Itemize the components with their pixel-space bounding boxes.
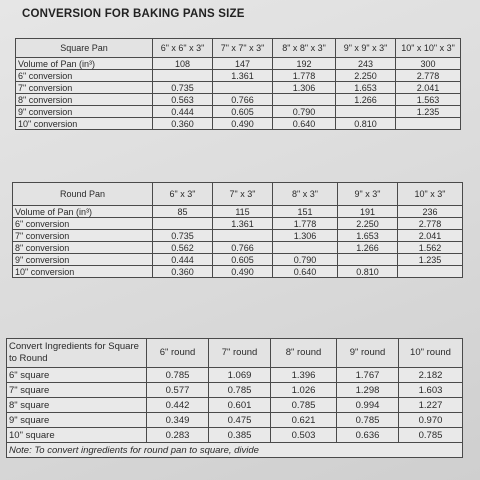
table-row xyxy=(16,106,461,118)
table-cell: 0.442 xyxy=(147,398,209,413)
table-row xyxy=(7,368,463,383)
table-cell: 1.562 xyxy=(398,242,463,254)
header-cell: 9" round xyxy=(337,339,399,368)
table-row xyxy=(13,230,463,242)
table-cell: 1.361 xyxy=(213,70,273,82)
table-cell: 0.735 xyxy=(153,82,213,94)
table-cell: 0.785 xyxy=(209,383,271,398)
table-cell: 2.778 xyxy=(396,70,461,82)
row-label: 10" conversion xyxy=(13,266,153,278)
table-cell: 2.182 xyxy=(399,368,463,383)
row-label: 10" square xyxy=(7,428,147,443)
table-cell: 1.235 xyxy=(396,106,461,118)
header-cell: 6" x 3" xyxy=(153,183,213,206)
table-header xyxy=(7,339,463,368)
row-label: 9" conversion xyxy=(16,106,153,118)
table-row xyxy=(16,58,461,70)
table-cell: 0.621 xyxy=(271,413,337,428)
table-cell: 85 xyxy=(153,206,213,218)
table-cell: 0.360 xyxy=(153,118,213,130)
table-row xyxy=(16,94,461,106)
header-cell: 9" x 9" x 3" xyxy=(336,39,396,58)
table-cell: 192 xyxy=(273,58,336,70)
table-row xyxy=(16,118,461,130)
table-note: Note: To convert ingredients for round pan to square, divide xyxy=(7,443,463,458)
header-cell: 10" x 10" x 3" xyxy=(396,39,461,58)
table-row xyxy=(13,242,463,254)
table-cell: 0.563 xyxy=(153,94,213,106)
table-cell: 0.503 xyxy=(271,428,337,443)
table-row xyxy=(13,218,463,230)
table-cell: 0.785 xyxy=(271,398,337,413)
table-cell: 0.444 xyxy=(153,106,213,118)
header-cell: Convert Ingredients for Square to Round xyxy=(7,339,147,368)
row-label: 10" conversion xyxy=(16,118,153,130)
row-label: 9" square xyxy=(7,413,147,428)
table-cell: 0.601 xyxy=(209,398,271,413)
table-row xyxy=(7,383,463,398)
table-header xyxy=(13,183,463,206)
table-cell: 0.735 xyxy=(153,230,213,242)
table-cell: 0.790 xyxy=(273,254,338,266)
table-cell xyxy=(213,82,273,94)
table-cell: 0.994 xyxy=(337,398,399,413)
row-label: Volume of Pan (in³) xyxy=(13,206,153,218)
table-cell: 0.385 xyxy=(209,428,271,443)
row-label: 9" conversion xyxy=(13,254,153,266)
table-cell: 0.810 xyxy=(338,266,398,278)
row-label: 7" conversion xyxy=(13,230,153,242)
table-cell: 1.396 xyxy=(271,368,337,383)
table-cell: 0.766 xyxy=(213,242,273,254)
table-cell: 2.250 xyxy=(336,70,396,82)
row-label: 6" conversion xyxy=(13,218,153,230)
table-cell: 1.306 xyxy=(273,82,336,94)
table-cell xyxy=(153,218,213,230)
table-cell: 0.605 xyxy=(213,106,273,118)
table-cell: 300 xyxy=(396,58,461,70)
round-pan-table xyxy=(12,182,463,278)
table-header-row xyxy=(16,39,461,58)
table-cell: 0.562 xyxy=(153,242,213,254)
header-cell: 6" x 6" x 3" xyxy=(153,39,213,58)
table-cell: 1.266 xyxy=(338,242,398,254)
table-cell: 1.778 xyxy=(273,218,338,230)
table-header-row xyxy=(13,183,463,206)
table-cell: 1.306 xyxy=(273,230,338,242)
table-cell: 0.640 xyxy=(273,266,338,278)
table-cell: 0.475 xyxy=(209,413,271,428)
table-cell: 147 xyxy=(213,58,273,70)
row-label: 6" conversion xyxy=(16,70,153,82)
row-label: Volume of Pan (in³) xyxy=(16,58,153,70)
table-note-row xyxy=(7,443,463,458)
row-label: 7" conversion xyxy=(16,82,153,94)
table-cell: 1.361 xyxy=(213,218,273,230)
header-cell: 7" round xyxy=(209,339,271,368)
table-cell xyxy=(398,266,463,278)
table-cell: 1.266 xyxy=(336,94,396,106)
row-label: 8" conversion xyxy=(16,94,153,106)
table-row xyxy=(13,266,463,278)
table-cell: 0.283 xyxy=(147,428,209,443)
table-cell: 243 xyxy=(336,58,396,70)
table-cell: 1.069 xyxy=(209,368,271,383)
table-row xyxy=(7,398,463,413)
table-cell: 1.653 xyxy=(336,82,396,94)
table-cell: 0.605 xyxy=(213,254,273,266)
header-cell: Square Pan xyxy=(16,39,153,58)
table-cell: 108 xyxy=(153,58,213,70)
table-cell: 0.360 xyxy=(153,266,213,278)
table-cell: 0.785 xyxy=(147,368,209,383)
table-header-row xyxy=(7,339,463,368)
table-cell: 1.767 xyxy=(337,368,399,383)
table-cell: 0.790 xyxy=(273,106,336,118)
table-cell: 236 xyxy=(398,206,463,218)
header-cell: 7" x 3" xyxy=(213,183,273,206)
table-cell: 2.041 xyxy=(398,230,463,242)
table-cell: 1.603 xyxy=(399,383,463,398)
row-label: 6" square xyxy=(7,368,147,383)
row-label: 8" conversion xyxy=(13,242,153,254)
table-cell: 0.810 xyxy=(336,118,396,130)
table-cell: 0.490 xyxy=(213,266,273,278)
header-cell: 9" x 3" xyxy=(338,183,398,206)
header-cell: 8" x 8" x 3" xyxy=(273,39,336,58)
table-cell xyxy=(338,254,398,266)
table-cell: 1.778 xyxy=(273,70,336,82)
table-cell: 0.640 xyxy=(273,118,336,130)
page-title: CONVERSION FOR BAKING PANS SIZE xyxy=(22,8,245,20)
table-cell: 0.970 xyxy=(399,413,463,428)
ingredient-conversion-table xyxy=(6,338,463,458)
table-cell xyxy=(396,118,461,130)
table-cell: 0.577 xyxy=(147,383,209,398)
table-cell: 0.785 xyxy=(399,428,463,443)
table-cell xyxy=(153,70,213,82)
table-cell: 151 xyxy=(273,206,338,218)
table-cell: 1.563 xyxy=(396,94,461,106)
table-cell xyxy=(213,230,273,242)
table-cell: 1.227 xyxy=(399,398,463,413)
table-cell: 1.235 xyxy=(398,254,463,266)
table-cell: 0.349 xyxy=(147,413,209,428)
table-row xyxy=(7,413,463,428)
table-cell: 2.778 xyxy=(398,218,463,230)
table-cell: 1.653 xyxy=(338,230,398,242)
table-row xyxy=(13,254,463,266)
row-label: 8" square xyxy=(7,398,147,413)
table-header xyxy=(16,39,461,58)
header-cell: 7" x 7" x 3" xyxy=(213,39,273,58)
table-cell: 2.250 xyxy=(338,218,398,230)
header-cell: Round Pan xyxy=(13,183,153,206)
header-cell: 10" x 3" xyxy=(398,183,463,206)
table-cell: 1.298 xyxy=(337,383,399,398)
table-row xyxy=(16,82,461,94)
header-cell: 10" round xyxy=(399,339,463,368)
table-row xyxy=(13,206,463,218)
table-cell: 1.026 xyxy=(271,383,337,398)
table-row xyxy=(7,428,463,443)
table-cell: 0.636 xyxy=(337,428,399,443)
header-cell: 8" x 3" xyxy=(273,183,338,206)
header-cell: 6" round xyxy=(147,339,209,368)
table-cell: 191 xyxy=(338,206,398,218)
table-cell xyxy=(273,94,336,106)
square-pan-table xyxy=(15,38,461,130)
table-cell: 0.490 xyxy=(213,118,273,130)
row-label: 7" square xyxy=(7,383,147,398)
table-cell: 0.766 xyxy=(213,94,273,106)
table-cell xyxy=(273,242,338,254)
table-cell: 115 xyxy=(213,206,273,218)
table-cell xyxy=(336,106,396,118)
table-row xyxy=(16,70,461,82)
table-cell: 0.785 xyxy=(337,413,399,428)
header-cell: 8" round xyxy=(271,339,337,368)
table-cell: 0.444 xyxy=(153,254,213,266)
table-cell: 2.041 xyxy=(396,82,461,94)
